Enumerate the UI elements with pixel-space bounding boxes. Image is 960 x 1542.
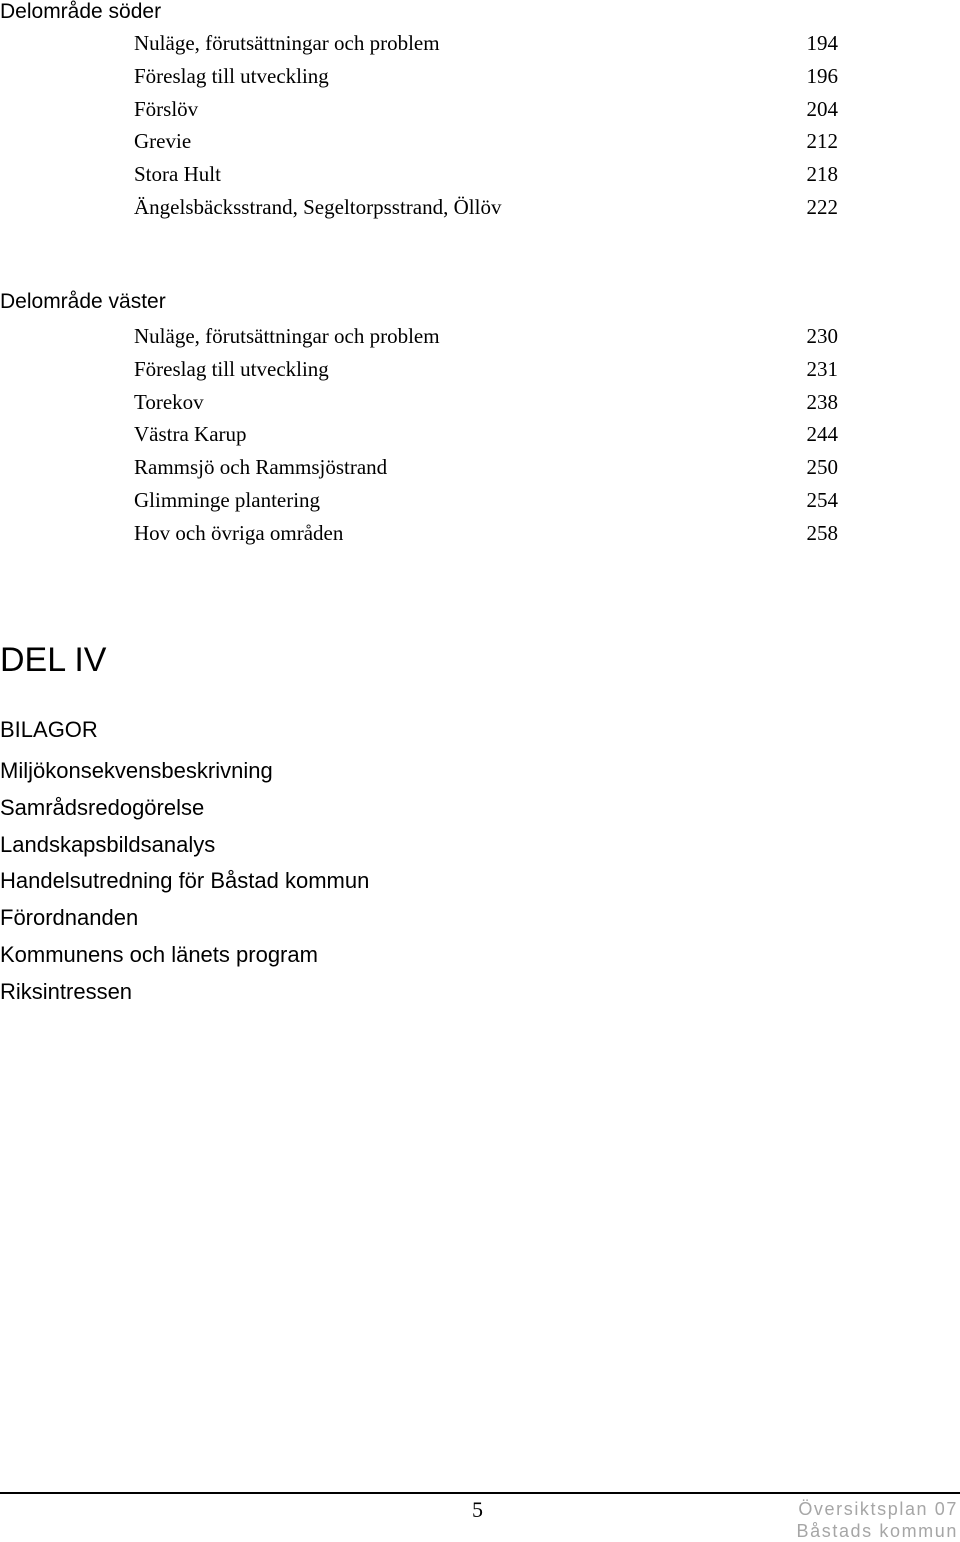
- appendix-item[interactable]: Riksintressen: [0, 978, 133, 1004]
- appendix-item[interactable]: Samrådsredogörelse: [0, 794, 205, 820]
- toc-entry-title: Torekov: [134, 389, 204, 414]
- toc-entry-title: Västra Karup: [134, 422, 247, 447]
- toc-entry-title: Ängelsbäcksstrand, Segeltorpsstrand, Öllöv: [134, 194, 502, 219]
- section-heading-soder: Delområde söder: [0, 0, 162, 23]
- toc-entry-page: 194: [806, 31, 838, 55]
- toc-entry-title: Föreslag till utveckling: [134, 63, 329, 88]
- toc-entry-title: Förslöv: [134, 96, 199, 121]
- toc-entry-page: 196: [806, 63, 838, 88]
- toc-entry[interactable]: [134, 158, 838, 191]
- toc-entry-page: 258: [806, 520, 838, 545]
- toc-entry[interactable]: [134, 320, 838, 353]
- toc-entry-title: Stora Hult: [134, 162, 221, 187]
- toc-entry-page: 254: [806, 487, 838, 512]
- toc-entry[interactable]: [134, 418, 838, 451]
- toc-entry-page: 212: [806, 129, 838, 154]
- page-number: 5: [472, 1497, 483, 1522]
- toc-entry-title: Rammsjö och Rammsjöstrand: [134, 455, 388, 480]
- toc-entry-page: 204: [806, 96, 838, 121]
- appendix-heading: BILAGOR: [0, 717, 98, 742]
- toc-entry-title: Glimminge plantering: [134, 487, 321, 512]
- toc-entry[interactable]: [134, 27, 838, 60]
- toc-entry-page: 238: [806, 389, 838, 414]
- footer-document-info: [797, 1498, 958, 1542]
- appendix-list: [0, 753, 369, 1011]
- toc-entry[interactable]: [134, 353, 838, 386]
- toc-entry[interactable]: [134, 484, 838, 517]
- appendix-item[interactable]: Landskapsbildsanalys: [0, 831, 216, 857]
- toc-entry-title: Föreslag till utveckling: [134, 356, 329, 381]
- appendix-item[interactable]: Handelsutredning för Båstad kommun: [0, 868, 370, 894]
- toc-entry-title: Grevie: [134, 129, 192, 154]
- toc-entry[interactable]: [134, 451, 838, 484]
- toc-entry-title: Nuläge, förutsättningar och problem: [134, 31, 440, 55]
- toc-entry[interactable]: [134, 60, 838, 93]
- appendix-item[interactable]: Miljökonsekvensbeskrivning: [0, 758, 273, 783]
- toc-entry[interactable]: [134, 125, 838, 158]
- toc-entry-title: Nuläge, förutsättningar och problem: [134, 324, 440, 348]
- toc-entry-page: 231: [806, 356, 838, 381]
- footer-doc-title: Översiktsplan 07: [798, 1499, 958, 1519]
- appendix-item[interactable]: Förordnanden: [0, 905, 139, 931]
- part-title: DEL IV: [0, 641, 107, 679]
- toc-entry[interactable]: [134, 93, 838, 126]
- toc-entry[interactable]: [134, 191, 838, 224]
- footer-municipality: Båstads kommun: [796, 1521, 958, 1541]
- toc-entry-page: 250: [806, 455, 838, 480]
- footer-divider: [0, 1492, 960, 1494]
- toc-list-vaster: [134, 320, 838, 550]
- toc-entry-title: Hov och övriga områden: [134, 520, 344, 545]
- toc-entry[interactable]: [134, 386, 838, 419]
- toc-entry-page: 218: [806, 162, 838, 187]
- section-heading-vaster: Delområde väster: [0, 290, 166, 313]
- toc-entry-page: 222: [806, 194, 838, 219]
- toc-entry-page: 230: [806, 324, 838, 348]
- toc-entry-page: 244: [806, 422, 838, 447]
- toc-entry[interactable]: [134, 517, 838, 550]
- toc-list-soder: [134, 27, 838, 224]
- appendix-item[interactable]: Kommunens och länets program: [0, 941, 318, 967]
